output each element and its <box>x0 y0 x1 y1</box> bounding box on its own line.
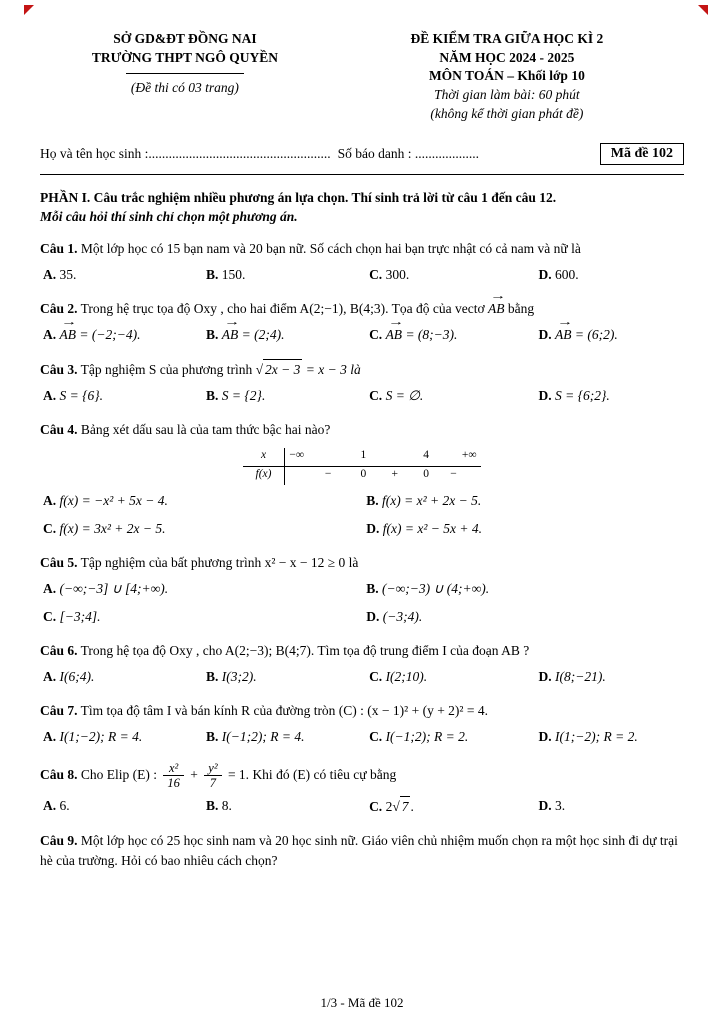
question-2-text: Trong hệ trục tọa độ Oxy , cho hai điểm A(2;−1), B(4;3). Tọa độ của vectơ <box>80 301 485 317</box>
table-fn-label: f(x) <box>243 467 285 485</box>
question-1-option-b <box>206 265 363 286</box>
question-8-option-c <box>369 796 532 818</box>
option-value: I(−1;2); R = 4. <box>221 728 305 744</box>
question-2-label: Câu 2. <box>40 301 78 317</box>
student-info-row <box>40 143 684 165</box>
option-value: 8. <box>221 798 232 814</box>
question-1-option-a <box>43 265 200 286</box>
question-5-option-d <box>366 607 684 628</box>
vector-AB <box>59 316 78 346</box>
option-letter: A. <box>43 267 57 283</box>
duration-note: (không kể thời gian phát đề) <box>430 105 584 121</box>
school-year: NĂM HỌC 2024 - 2025 <box>439 49 575 65</box>
header-left-rule <box>126 73 244 74</box>
question-7-label: Câu 7. <box>40 702 78 718</box>
option-letter: B. <box>366 493 379 509</box>
question-7 <box>40 701 684 748</box>
question-3-options <box>40 386 684 407</box>
vector-arrow-icon: → <box>61 316 78 328</box>
option-value: 600. <box>555 267 579 283</box>
vector-AB <box>555 316 573 346</box>
option-letter: D. <box>366 521 380 536</box>
question-2-option-a <box>43 316 200 346</box>
option-value: f(x) = 3x² + 2x − 5. <box>59 521 166 536</box>
table-sign: − <box>450 468 457 481</box>
option-letter: A. <box>43 327 57 343</box>
option-letter: A. <box>43 493 57 509</box>
question-8-option-a <box>43 796 200 818</box>
vector-AB <box>487 290 506 319</box>
table-value: +∞ <box>461 449 477 462</box>
table-sign: 0 <box>360 468 367 481</box>
question-7-text: Tìm tọa độ tâm I và bán kính R của đường tròn (C) : (x − 1)² + (y + 2)² = 4. <box>80 702 488 718</box>
question-8-option-d <box>539 796 684 818</box>
option-value: 300. <box>385 267 410 283</box>
question-3-option-c <box>369 386 532 407</box>
part1-header <box>40 188 684 226</box>
vector-arrow-icon: → <box>387 316 404 328</box>
equals-one: = 1. <box>227 766 250 782</box>
option-value: 6. <box>59 798 70 814</box>
question-3-label: Câu 3. <box>40 362 78 378</box>
option-value: I(8;−21). <box>555 668 606 684</box>
option-value: = (−2;−4). <box>79 327 141 343</box>
vector-letters: AB <box>385 327 403 343</box>
option-value: [−3;4]. <box>59 608 101 624</box>
option-letter: B. <box>366 580 379 596</box>
question-3 <box>40 359 684 407</box>
vector-arrow-icon: → <box>489 290 506 302</box>
option-value: f(x) = x² − 5x + 4. <box>382 521 483 536</box>
question-6-option-a <box>43 667 200 688</box>
option-value: = (2;4). <box>241 327 285 343</box>
question-5-text: Tập nghiệm của bất phương trình x² − x − 12 ≥ 0 là <box>80 554 359 570</box>
sqrt-expression <box>256 359 303 380</box>
exam-header <box>40 30 684 123</box>
option-letter: D. <box>538 388 552 404</box>
question-9-text: Một lớp học có 25 học sinh nam và 20 học sinh nữ. Giáo viên chủ nhiệm muốn chọn ra một học sinh đi dự trại hè của trường. Hỏi có bao nhiêu cách chọn? <box>40 833 678 869</box>
part1-heading: PHẦN I. Câu trắc nghiệm nhiều phương án lựa chọn. Thí sinh trả lời từ câu 1 đến câu 12. <box>40 190 557 206</box>
option-value: I(6;4). <box>59 668 95 684</box>
school-name: TRƯỜNG THPT NGÔ QUYỀN <box>91 49 278 65</box>
question-8-label: Câu 8. <box>40 766 78 782</box>
option-value: f(x) = −x² + 5x − 4. <box>59 493 168 509</box>
plus-sign: + <box>190 766 198 782</box>
question-2-options <box>40 316 684 346</box>
subject-line: MÔN TOÁN – Khối lớp 10 <box>428 68 585 84</box>
student-id-label: Số báo danh : ................... <box>337 146 479 162</box>
option-letter: D. <box>538 267 552 283</box>
question-3-text: Tập nghiệm S của phương trình <box>80 362 253 378</box>
fraction-numerator: x² <box>163 761 184 776</box>
part1-subheading: Mỗi câu hỏi thí sinh chỉ chọn một phương án. <box>40 209 298 225</box>
question-6-options <box>40 667 684 688</box>
option-letter: B. <box>206 798 219 814</box>
fraction-denominator: 7 <box>209 775 217 790</box>
option-letter: C. <box>369 799 383 815</box>
question-2-option-b <box>206 316 363 346</box>
question-4-option-a <box>43 491 360 512</box>
option-value: = (6;2). <box>574 327 618 343</box>
exam-code-box: Mã đề 102 <box>600 143 684 165</box>
table-signs <box>285 467 481 485</box>
option-value: I(1;−2); R = 4. <box>59 728 143 744</box>
option-letter: C. <box>43 608 57 624</box>
option-letter: D. <box>538 798 552 814</box>
question-1-text: Một lớp học có 15 bạn nam và 20 bạn nữ. Số cách chọn hai bạn trực nhật có cả nam và nữ là <box>80 241 581 257</box>
option-value: f(x) = x² + 2x − 5. <box>382 493 482 509</box>
question-6-label: Câu 6. <box>40 642 78 658</box>
question-6-option-d <box>539 667 684 688</box>
option-value: S = {2}. <box>221 388 266 404</box>
option-letter: A. <box>43 580 57 596</box>
option-value: 35. <box>59 267 77 283</box>
option-letter: C. <box>369 668 383 684</box>
question-9 <box>40 831 684 871</box>
option-letter: A. <box>43 798 57 814</box>
question-6-text: Trong hệ tọa độ Oxy , cho A(2;−3); B(4;7). Tìm tọa độ trung điểm I của đoạn AB ? <box>80 642 530 658</box>
question-7-option-d <box>539 727 684 748</box>
question-4-text: Bảng xét dấu sau là của tam thức bậc hai nào? <box>80 422 331 438</box>
red-corner-mark-left <box>24 5 34 15</box>
option-value: S = {6}. <box>59 388 104 404</box>
question-3-option-d <box>539 386 684 407</box>
sign-table-row-fx <box>243 467 481 485</box>
page-footer: 1/3 - Mã đề 102 <box>320 995 404 1010</box>
divider-line <box>40 174 684 175</box>
question-5-label: Câu 5. <box>40 554 78 570</box>
table-var-label: x <box>243 448 285 466</box>
question-3-option-b <box>206 386 363 407</box>
option-letter: C. <box>369 267 383 283</box>
option-value: (−∞;−3] ∪ [4;+∞). <box>59 580 169 596</box>
red-corner-mark-right <box>698 5 708 15</box>
fraction-denominator: 16 <box>167 775 180 790</box>
vector-letters: AB <box>59 327 76 343</box>
option-value: I(1;−2); R = 2. <box>555 728 638 744</box>
option-letter: A. <box>43 668 57 684</box>
question-5-option-c <box>43 607 360 628</box>
header-right <box>330 30 684 123</box>
question-4-option-b <box>366 491 684 512</box>
question-7-option-b <box>206 727 363 748</box>
period: . <box>410 799 414 815</box>
table-sign: 0 <box>423 468 429 481</box>
question-8 <box>40 761 684 819</box>
option-value: = (8;−3). <box>405 327 458 343</box>
option-value: I(3;2). <box>221 668 257 684</box>
question-4 <box>40 420 684 540</box>
sqrt-expression <box>392 796 410 818</box>
sqrt-icon: √ <box>392 799 400 815</box>
option-value: (−∞;−3) ∪ (4;+∞). <box>382 580 490 596</box>
question-5-option-a <box>43 579 360 600</box>
coefficient: 2 <box>385 799 393 815</box>
duration-line: Thời gian làm bài: 60 phút <box>434 86 580 102</box>
question-8-text-post: Khi đó (E) có tiêu cự bằng <box>252 766 397 782</box>
option-letter: D. <box>538 327 552 343</box>
option-letter: B. <box>206 668 219 684</box>
question-6-option-b <box>206 667 363 688</box>
option-value: I(2;10). <box>385 668 428 684</box>
table-sign: − <box>324 468 332 481</box>
pages-note: (Đề thi có 03 trang) <box>130 80 239 96</box>
option-letter: C. <box>369 388 383 404</box>
table-value: 1 <box>360 449 367 462</box>
question-5-option-b <box>366 579 684 600</box>
option-value: I(−1;2); R = 2. <box>385 728 469 744</box>
question-1-option-c <box>369 265 532 286</box>
question-2 <box>40 290 684 346</box>
sign-table <box>243 448 481 485</box>
table-x-values <box>285 448 481 466</box>
vector-letters: AB <box>221 327 239 343</box>
question-2-text-post: bằng <box>507 301 535 317</box>
question-6-option-c <box>369 667 532 688</box>
vector-arrow-icon: → <box>556 316 573 328</box>
vector-arrow-icon: → <box>223 316 240 328</box>
student-name-label: Họ và tên học sinh :...................................................... <box>40 146 331 162</box>
table-sign: + <box>391 468 398 481</box>
question-8-text: Cho Elip (E) : <box>80 766 158 782</box>
department-name: SỞ GD&ĐT ĐỒNG NAI <box>113 31 257 46</box>
vector-letters: AB <box>555 327 572 343</box>
question-1 <box>40 239 684 286</box>
question-8-option-b <box>206 796 363 818</box>
option-letter: D. <box>538 728 552 744</box>
sqrt-radicand: 2x − 3 <box>263 359 302 380</box>
vector-letters: AB <box>487 301 505 317</box>
question-2-option-d <box>538 316 684 346</box>
option-value: (−3;4). <box>382 608 423 624</box>
option-value: 150. <box>221 267 246 283</box>
vector-AB <box>221 316 240 346</box>
option-letter: D. <box>366 608 380 624</box>
option-value: S = ∅. <box>385 388 424 404</box>
table-value: 4 <box>423 449 429 462</box>
option-value: S = {6;2}. <box>555 388 610 404</box>
question-4-option-d <box>366 519 684 540</box>
question-7-option-c <box>369 727 532 748</box>
question-7-options <box>40 727 684 748</box>
option-letter: A. <box>43 728 57 744</box>
header-left <box>40 30 330 123</box>
option-letter: B. <box>206 327 219 343</box>
question-5 <box>40 553 684 628</box>
question-3-option-a <box>43 386 200 407</box>
question-1-options <box>40 265 684 286</box>
question-4-options <box>40 491 684 540</box>
option-letter: C. <box>369 327 383 343</box>
question-2-option-c <box>369 316 532 346</box>
option-letter: B. <box>206 267 219 283</box>
question-4-label: Câu 4. <box>40 422 78 438</box>
question-4-option-c <box>43 519 360 540</box>
exam-title: ĐỀ KIỂM TRA GIỮA HỌC KÌ 2 <box>410 31 604 46</box>
question-1-label: Câu 1. <box>40 241 78 257</box>
question-3-text-post: = x − 3 là <box>305 362 361 378</box>
table-value: −∞ <box>289 449 305 462</box>
sign-table-row-x <box>243 448 481 467</box>
option-letter: B. <box>206 728 219 744</box>
question-5-options <box>40 579 684 628</box>
question-8-options <box>40 796 684 818</box>
option-letter: D. <box>538 668 552 684</box>
fraction-numerator: y² <box>204 761 221 776</box>
option-letter: B. <box>206 388 219 404</box>
question-1-option-d <box>539 265 684 286</box>
question-9-label: Câu 9. <box>40 833 78 849</box>
fraction-y <box>204 761 221 791</box>
sqrt-radicand: 7 <box>400 796 411 818</box>
option-letter: C. <box>43 521 57 536</box>
question-6 <box>40 641 684 688</box>
question-7-option-a <box>43 727 200 748</box>
option-value: 3. <box>555 798 566 814</box>
sqrt-icon: √ <box>255 362 264 378</box>
option-letter: A. <box>43 388 57 404</box>
option-value <box>386 799 414 814</box>
fraction-x <box>163 761 184 791</box>
option-letter: C. <box>369 728 383 744</box>
vector-AB <box>385 316 404 346</box>
